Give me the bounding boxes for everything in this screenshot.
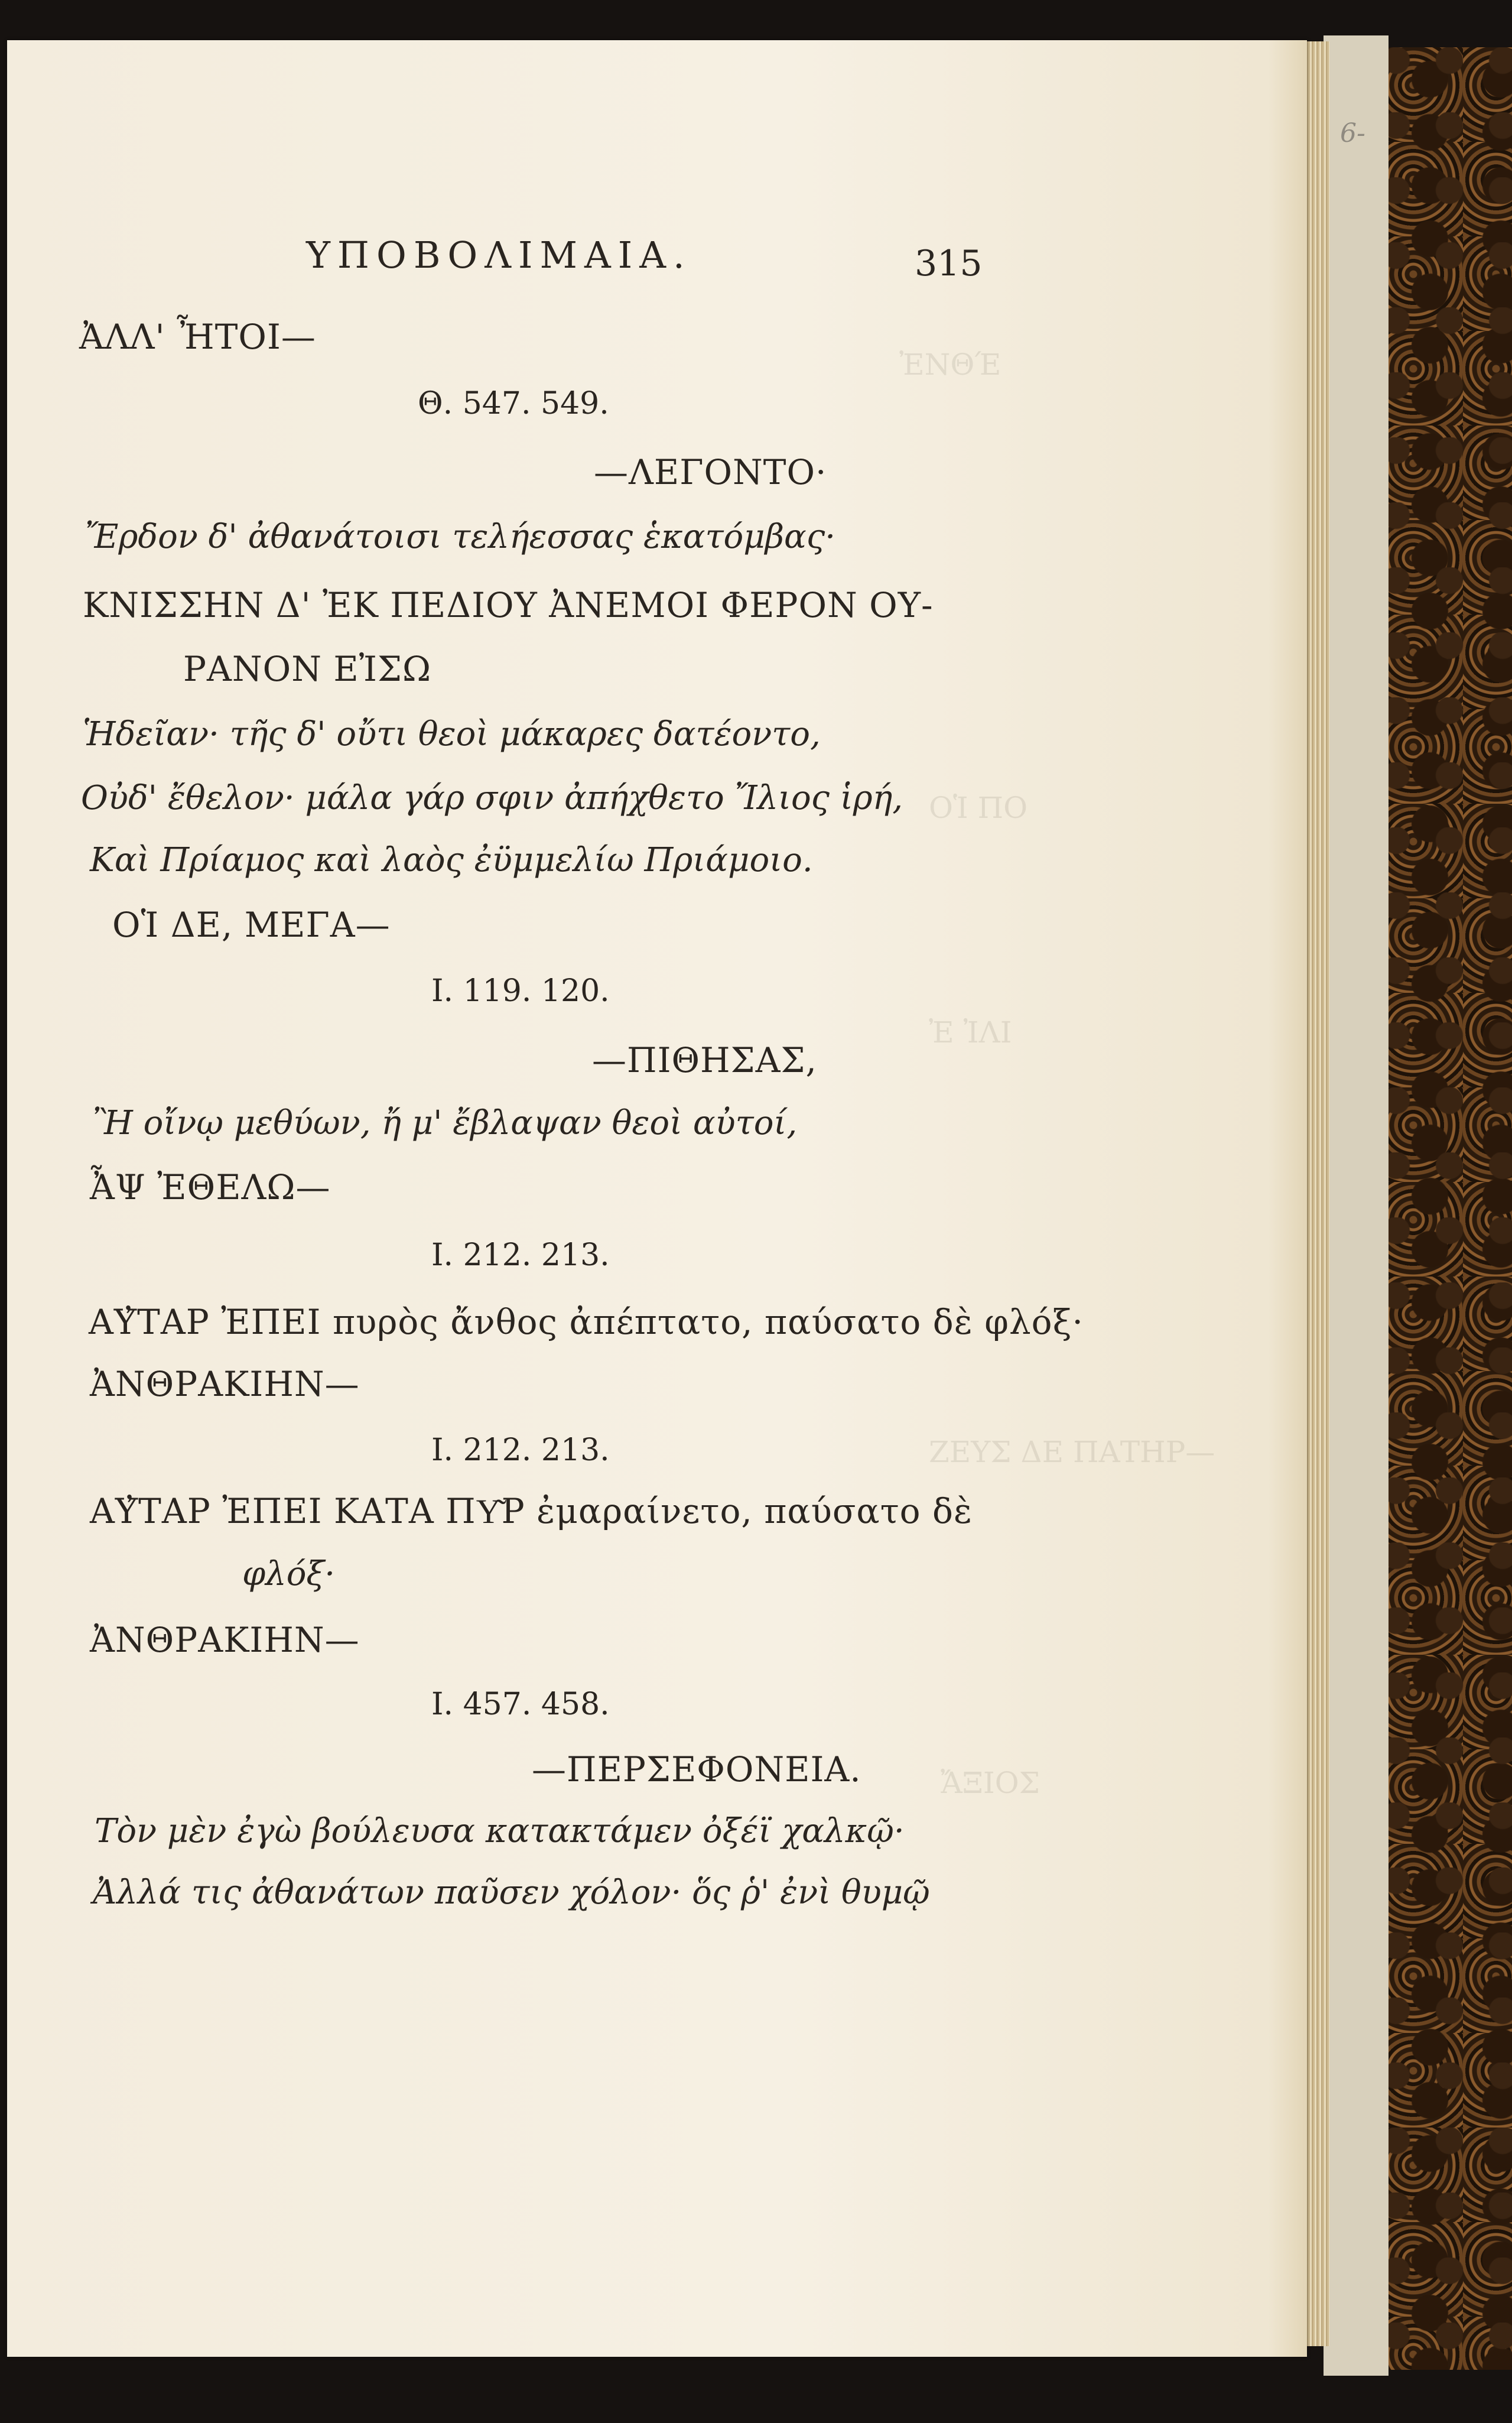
verse-line: Ἀλλά τις ἀθανάτων παῦσεν χόλον· ὅς ῥ' ἐνὶ θυμῷ	[93, 1873, 930, 1912]
verse-line: Ἔρδον δ' ἀθανάτοισι τελήεσσας ἑκατόμβας·	[85, 518, 836, 556]
text-line: ΑΥ̓ΤΑΡ ἘΠΕΙ πυρὸς ἄνθος ἀπέπτατο, παύσατο δὲ φλόξ·	[89, 1302, 1084, 1342]
show-through-text: ΟἹ ΠΟ	[929, 791, 1028, 825]
running-head: ΥΠΟΒΟΛΙΜΑΙΑ.	[306, 233, 692, 277]
text-line: ἎΨ ἘΘΕΛΩ—	[90, 1167, 331, 1207]
verse-line: Ἡδεῖαν· τῆς δ' οὔτι θεοὶ μάκαρες δατέοντο,	[83, 715, 821, 753]
verse-line: Οὐδ' ἔθελον· μάλα γάρ σφιν ἀπήχθετο Ἴλιος ἱρή,	[81, 779, 903, 817]
page-number: 315	[915, 243, 983, 284]
marbled-cover	[1380, 47, 1512, 2370]
text-line: ΑΥ̓ΤΑΡ ἘΠΕΙ ΚΑΤΑ ΠΥ͂Ρ ἐμαραίνετο, παύσατο δὲ	[90, 1491, 973, 1531]
verse-line: φλόξ·	[242, 1555, 336, 1593]
verse-line: Ἢ οἴνῳ μεθύων, ἤ μ' ἔβλαψαν θεοὶ αὐτοί,	[93, 1104, 798, 1142]
text-line: —ΛΕΓΟΝΤΟ·	[594, 452, 827, 492]
verse-line: Καὶ Πρίαμος καὶ λαὸς ἐϋμμελίω Πριάμοιο.	[90, 841, 813, 879]
verse-reference: Ι. 457. 458.	[431, 1687, 610, 1722]
show-through-text: ΖΕΥΣ ΔΕ ΠΑΤΗΡ—	[929, 1435, 1215, 1469]
cover-board-edge	[1324, 35, 1389, 2376]
verse-reference: Θ. 547. 549.	[418, 386, 609, 421]
text-line: ἈΛΛ' ἮΤΟΙ—	[79, 317, 316, 357]
text-line: ἈΝΘΡΑΚΙΗΝ—	[90, 1620, 360, 1660]
pencil-margin-note: 6-	[1340, 118, 1365, 148]
show-through-text: ἘΝΘΈ	[899, 347, 1002, 382]
text-line: —ΠΕΡΣΕΦΟΝΕΙΑ.	[532, 1749, 861, 1789]
verse-reference: Ι. 212. 213.	[431, 1433, 610, 1468]
show-through-text: Ἐ ἸΛΙ	[929, 1015, 1012, 1050]
book-page	[7, 40, 1307, 2357]
verse-line: Τὸν μὲν ἐγὼ βούλευσα κατακτάμεν ὀξέϊ χαλκῷ·	[95, 1812, 905, 1850]
verse-reference: Ι. 119. 120.	[431, 973, 610, 1009]
verse-reference: Ι. 212. 213.	[431, 1238, 610, 1273]
text-line: ἈΝΘΡΑΚΙΗΝ—	[90, 1364, 360, 1404]
text-line: ΡΑΝΟΝ ΕἸΣΩ	[183, 649, 432, 689]
text-line: ΚΝΙΣΣΗΝ Δ' ἘΚ ΠΕΔΙΟΥ ἈΝΕΜΟΙ ΦΕΡΟΝ ΟΥ-	[83, 585, 934, 625]
text-line: ΟἹ ΔΕ, ΜΕΓΑ—	[112, 905, 391, 945]
show-through-text: ἌΞΙΟΣ	[941, 1766, 1040, 1800]
text-line: —ΠΙΘΗΣΑΣ,	[592, 1040, 817, 1080]
